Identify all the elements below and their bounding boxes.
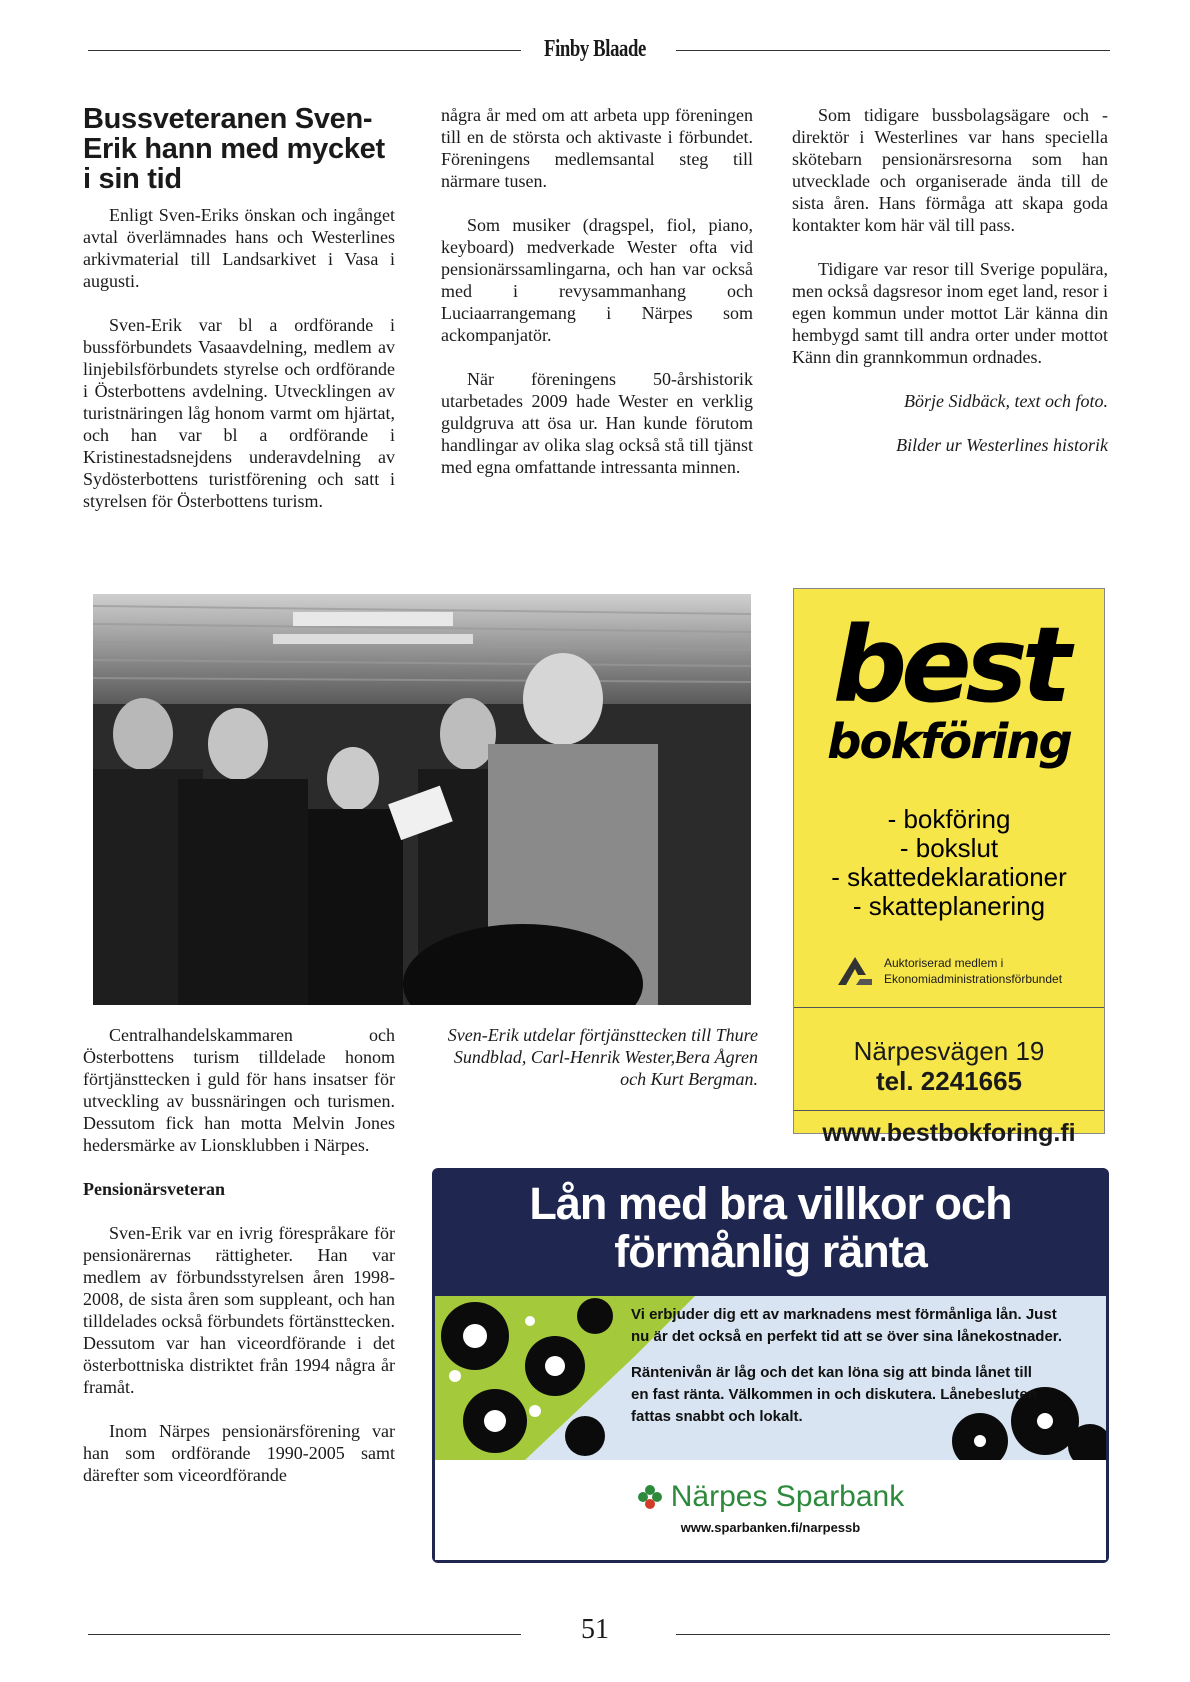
footer-rule-left bbox=[88, 1634, 521, 1635]
bank-ad-title bbox=[432, 1180, 1109, 1276]
authorization-text bbox=[884, 955, 1062, 987]
ad-website-link[interactable]: www.bestbokforing.fi bbox=[822, 1119, 1076, 1147]
ad-divider bbox=[794, 1110, 1104, 1111]
paragraph: några år med om att arbeta upp föreningen till en de största och aktivaste i förbundet. Föreningens medlemsantal steg till närmare tusen. bbox=[441, 105, 753, 191]
article-column-1-continued bbox=[83, 1024, 395, 1508]
photo-illustration bbox=[93, 594, 751, 1005]
article-column-1 bbox=[83, 104, 395, 534]
bank-ad-paragraph: Vi erbjuder dig ett av marknadens mest förmånliga lån. Just nu är det också en perfekt tid att se över sina lånekostnader. bbox=[631, 1306, 1062, 1345]
paragraph: Inom Närpes pensionärsförening var han som ordförande 1990-2005 samt därefter som viceordförande bbox=[83, 1421, 395, 1485]
ad-phone: tel. 2241665 bbox=[875, 1066, 1022, 1096]
services-list bbox=[794, 805, 1104, 921]
article-column-2 bbox=[441, 104, 753, 500]
service-item: - skatteplanering bbox=[852, 891, 1046, 921]
paragraph: Tidigare var resor till Sverige populära, men också dagsresor inom eget land, resor i egen kommun under mottot Lär känna din hembygd samt till andra orter under mottot Känn din grannkommun ordnades. bbox=[792, 259, 1108, 367]
paragraph: Sven-Erik var en ivrig förespråkare för pensionärernas rättigheter. Han var medlem av förbundsstyrelsen åren 1998-2008, de sista åren som suppleant, och han tilldelades också förbundets förtänsttecken. Dessutom var han viceordförande i det österbottniska distriktet från 1994 några år framåt. bbox=[83, 1223, 395, 1397]
page-number: 51 bbox=[581, 1614, 609, 1645]
ad-address: Närpesvägen 19 bbox=[853, 1036, 1045, 1066]
article-photo bbox=[93, 594, 751, 1005]
photo-credit: Börje Sidbäck, text och foto. bbox=[904, 391, 1108, 411]
ad-divider bbox=[794, 1007, 1104, 1008]
header-rule-right bbox=[676, 50, 1110, 51]
bank-ad-text bbox=[631, 1304, 1071, 1442]
narpes-sparbank-ad[interactable] bbox=[432, 1168, 1109, 1563]
bank-logo[interactable] bbox=[435, 1480, 1106, 1514]
best-logo-subtitle: bokföring bbox=[827, 714, 1071, 770]
article-headline: Bussveteranen Sven-Erik hann med mycket i sin tid bbox=[83, 103, 385, 195]
service-item: - bokföring bbox=[887, 804, 1011, 834]
bank-name: Närpes Sparbank bbox=[670, 1480, 905, 1513]
best-logo: best bbox=[832, 604, 1066, 726]
service-item: - skattedeklarationer bbox=[831, 862, 1067, 892]
masthead: Finby Blaade bbox=[544, 36, 646, 62]
image-source-credit: Bilder ur Westerlines historik bbox=[896, 435, 1108, 455]
bank-title-line-1: Lån med bra villkor och bbox=[529, 1178, 1012, 1229]
bank-ad-paragraph: Räntenivån är låg och det kan löna sig att binda lånet till en fast ränta. Välkommen in och diskutera. Lånebesluten fattas snabbt och lokalt. bbox=[631, 1364, 1037, 1425]
header-rule-left bbox=[88, 50, 521, 51]
paragraph: Enligt Sven-Eriks önskan och ingånget avtal överlämnades hans och Westerlines arkivmaterial till Landsarkivet i Vasa i augusti. bbox=[83, 205, 395, 291]
sparbank-flower-icon bbox=[637, 1484, 663, 1510]
authorization-line-1: Auktoriserad medlem i bbox=[883, 956, 1004, 970]
footer-rule-right bbox=[676, 1634, 1110, 1635]
authorization-badge bbox=[794, 955, 1104, 987]
association-logo-icon bbox=[836, 955, 874, 987]
best-bokforing-ad[interactable] bbox=[793, 588, 1105, 1147]
bank-ad-panel bbox=[435, 1296, 1106, 1460]
bank-website-link[interactable]: www.sparbanken.fi/narpessb bbox=[680, 1520, 861, 1535]
paragraph: Som musiker (dragspel, fiol, piano, keyboard) medverkade Wester ofta vid pensionärssamlingarna, och han var också med i revysammanhang och Luciaarrangemang i Närpes som ackompanjatör. bbox=[441, 215, 753, 345]
paragraph: Som tidigare bussbolagsägare och -direktör i Westerlines var hans speciella skötebarn pensionärsresorna som han utvecklade och organiserade ända till de sista åren. Hans förmåga att skapa goda kontakter kom här väl till pass. bbox=[792, 105, 1108, 235]
service-item: - bokslut bbox=[899, 833, 999, 863]
paragraph: Sven-Erik var bl a ordförande i bussförbundets Vasaavdelning, medlem av linjebilsförbundets styrelse och ordförande i Österbottens avdelning. Utvecklingen av turistnäringen låg honom varmt om hjärtat, och han var bl a ordförande i Kristinestadsnejdens underavdelning av Sydösterbottens turistförening och satt i styrelsen för Österbottens turism. bbox=[83, 315, 395, 511]
paragraph: När föreningens 50-årshistorik utarbetades 2009 hade Wester en verklig guldgruva att ösa ur. Han kunde förutom handlingar av olika slag också stå till tjänst med egna omfattande intressanta minnen. bbox=[441, 369, 753, 477]
bank-ad-footer bbox=[435, 1460, 1106, 1560]
section-subheading: Pensionärsveteran bbox=[83, 1179, 225, 1199]
article-column-3 bbox=[792, 104, 1108, 478]
bank-title-line-2: förmånlig ränta bbox=[614, 1226, 927, 1277]
authorization-line-2: Ekonomiadministrationsförbundet bbox=[883, 972, 1063, 986]
paragraph: Centralhandelskammaren och Österbottens turism tilldelade honom förtjänsttecken i guld för hans insatser för utveckling av bussnäringen och turismen. Dessutom fick han motta Melvin Jones hedersmärke av Lionsklubben i Närpes. bbox=[83, 1025, 395, 1155]
photo-caption: Sven-Erik utdelar förtjänsttecken till Thure Sundblad, Carl-Henrik Wester,Bera Ågren och Kurt Bergman. bbox=[447, 1025, 758, 1089]
